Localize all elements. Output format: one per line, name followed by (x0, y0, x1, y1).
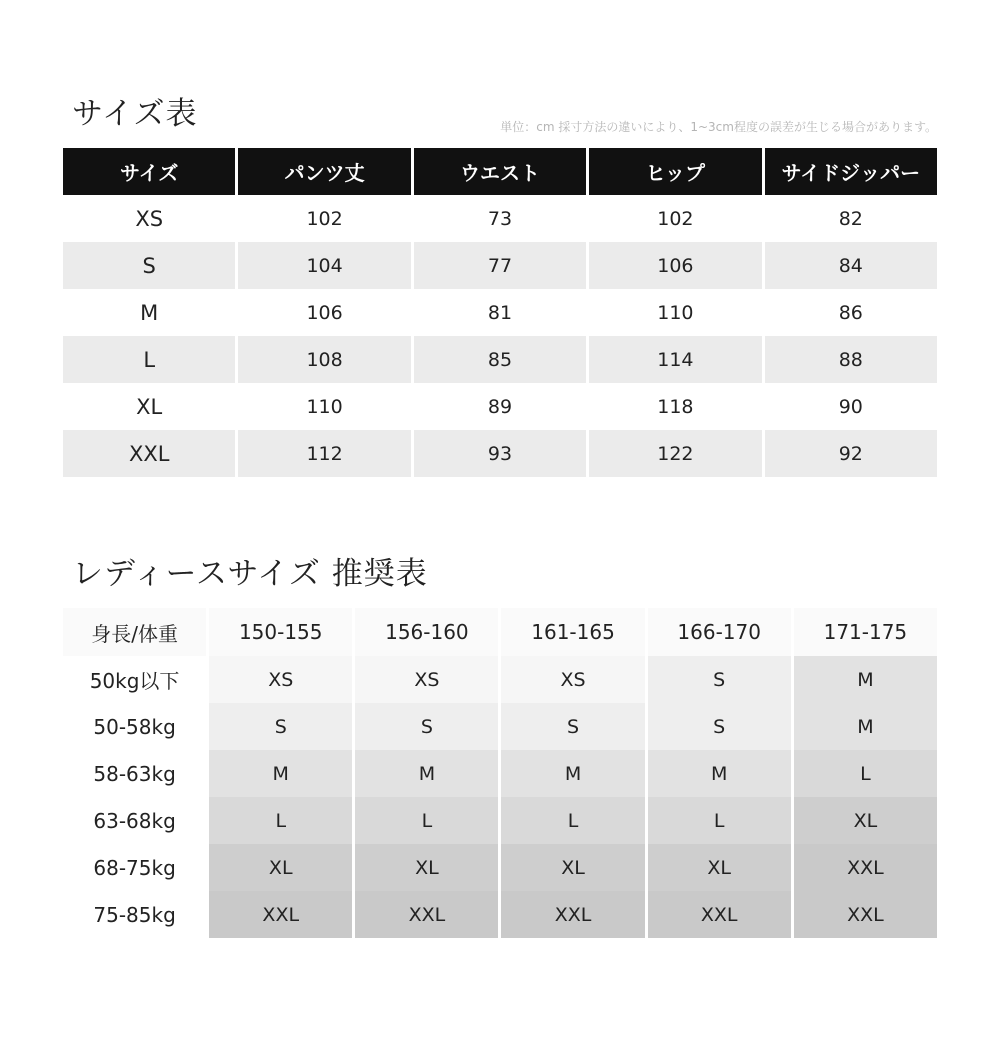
size-chart-header-row (63, 148, 937, 195)
recommended-size-cell: XS (209, 656, 352, 703)
recommended-size-cell: S (355, 703, 498, 750)
recommended-size-cell: L (501, 797, 644, 844)
recommended-size-cell: M (501, 750, 644, 797)
value-cell: 110 (306, 395, 343, 418)
table-row (63, 797, 937, 844)
recommended-size-cell: XL (501, 844, 644, 891)
value-cell: 81 (487, 301, 513, 324)
value-cell: 93 (414, 430, 586, 477)
recommended-size-cell: XS (501, 656, 644, 703)
header-height-range: 150-155 (209, 608, 352, 656)
value-cell: 89 (487, 395, 513, 418)
value-cell: 102 (306, 207, 343, 230)
recommended-size-cell: M (648, 750, 791, 797)
recommended-size-cell: S (209, 703, 352, 750)
value-cell: 114 (589, 336, 761, 383)
table-row (63, 242, 937, 289)
value-cell: 102 (657, 207, 694, 230)
recommend-chart-table (60, 608, 940, 938)
recommended-size-cell: S (648, 656, 791, 703)
table-row (63, 195, 937, 242)
value-cell: 84 (765, 242, 937, 289)
header-height-range: 166-170 (648, 608, 791, 656)
header-height-range: 171-175 (794, 608, 937, 656)
recommended-size-cell: XL (355, 844, 498, 891)
header-hip: ヒップ (589, 148, 761, 195)
table-row (63, 891, 937, 938)
recommended-size-cell: M (794, 703, 937, 750)
header-side-zipper: サイドジッパー (765, 148, 937, 195)
recommended-size-cell: XL (794, 797, 937, 844)
recommended-size-cell: XXL (648, 891, 791, 938)
table-row (63, 289, 937, 336)
weight-cell: 68-75kg (63, 844, 206, 891)
header-pants-length: パンツ丈 (238, 148, 410, 195)
table-row (63, 430, 937, 477)
measurement-note: 単位：cm 採寸方法の違いにより、1~3cm程度の誤差が生じる場合があります。 (500, 120, 937, 134)
recommended-size-cell: S (648, 703, 791, 750)
recommended-size-cell: XL (209, 844, 352, 891)
size-chart-table (60, 148, 940, 477)
table-row (63, 656, 937, 703)
weight-cell: 50kg以下 (63, 656, 206, 703)
recommended-size-cell: XXL (209, 891, 352, 938)
value-cell: 106 (589, 242, 761, 289)
recommended-size-cell: XXL (355, 891, 498, 938)
value-cell: 82 (838, 207, 863, 230)
recommended-size-cell: XXL (501, 891, 644, 938)
weight-cell: 63-68kg (63, 797, 206, 844)
table-row (63, 844, 937, 891)
size-cell: L (63, 336, 235, 383)
value-cell: 112 (238, 430, 410, 477)
value-cell: 90 (838, 395, 863, 418)
table-row (63, 383, 937, 430)
size-cell: M (140, 300, 159, 325)
recommend-header-row (63, 608, 937, 656)
value-cell: 104 (238, 242, 410, 289)
value-cell: 85 (414, 336, 586, 383)
value-cell: 73 (487, 207, 513, 230)
recommended-size-cell: L (794, 750, 937, 797)
recommended-size-cell: M (355, 750, 498, 797)
weight-cell: 75-85kg (63, 891, 206, 938)
value-cell: 110 (657, 301, 694, 324)
header-waist: ウエスト (414, 148, 586, 195)
recommended-size-cell: S (501, 703, 644, 750)
size-cell: S (63, 242, 235, 289)
value-cell: 77 (414, 242, 586, 289)
recommended-size-cell: M (209, 750, 352, 797)
table-row (63, 336, 937, 383)
recommended-size-cell: XXL (794, 844, 937, 891)
value-cell: 88 (765, 336, 937, 383)
recommended-size-cell: M (794, 656, 937, 703)
recommended-size-cell: XXL (794, 891, 937, 938)
weight-cell: 50-58kg (63, 703, 206, 750)
table-row (63, 750, 937, 797)
header-size: サイズ (63, 148, 235, 195)
header-height-range: 156-160 (355, 608, 498, 656)
value-cell: 122 (589, 430, 761, 477)
size-cell: XL (136, 394, 163, 419)
recommended-size-cell: L (355, 797, 498, 844)
size-chart-title: サイズ表 (72, 96, 198, 132)
recommended-size-cell: XS (355, 656, 498, 703)
header-height-range: 161-165 (501, 608, 644, 656)
recommended-size-cell: L (648, 797, 791, 844)
value-cell: 108 (238, 336, 410, 383)
value-cell: 86 (838, 301, 863, 324)
recommended-size-cell: L (209, 797, 352, 844)
recommended-size-cell: XL (648, 844, 791, 891)
size-cell: XXL (63, 430, 235, 477)
header-height-weight: 身長/体重 (63, 608, 206, 656)
value-cell: 92 (765, 430, 937, 477)
value-cell: 106 (306, 301, 343, 324)
table-row (63, 703, 937, 750)
value-cell: 118 (657, 395, 694, 418)
weight-cell: 58-63kg (63, 750, 206, 797)
size-cell: XS (135, 206, 164, 231)
recommend-chart-title: レディースサイズ 推奨表 (72, 556, 428, 592)
